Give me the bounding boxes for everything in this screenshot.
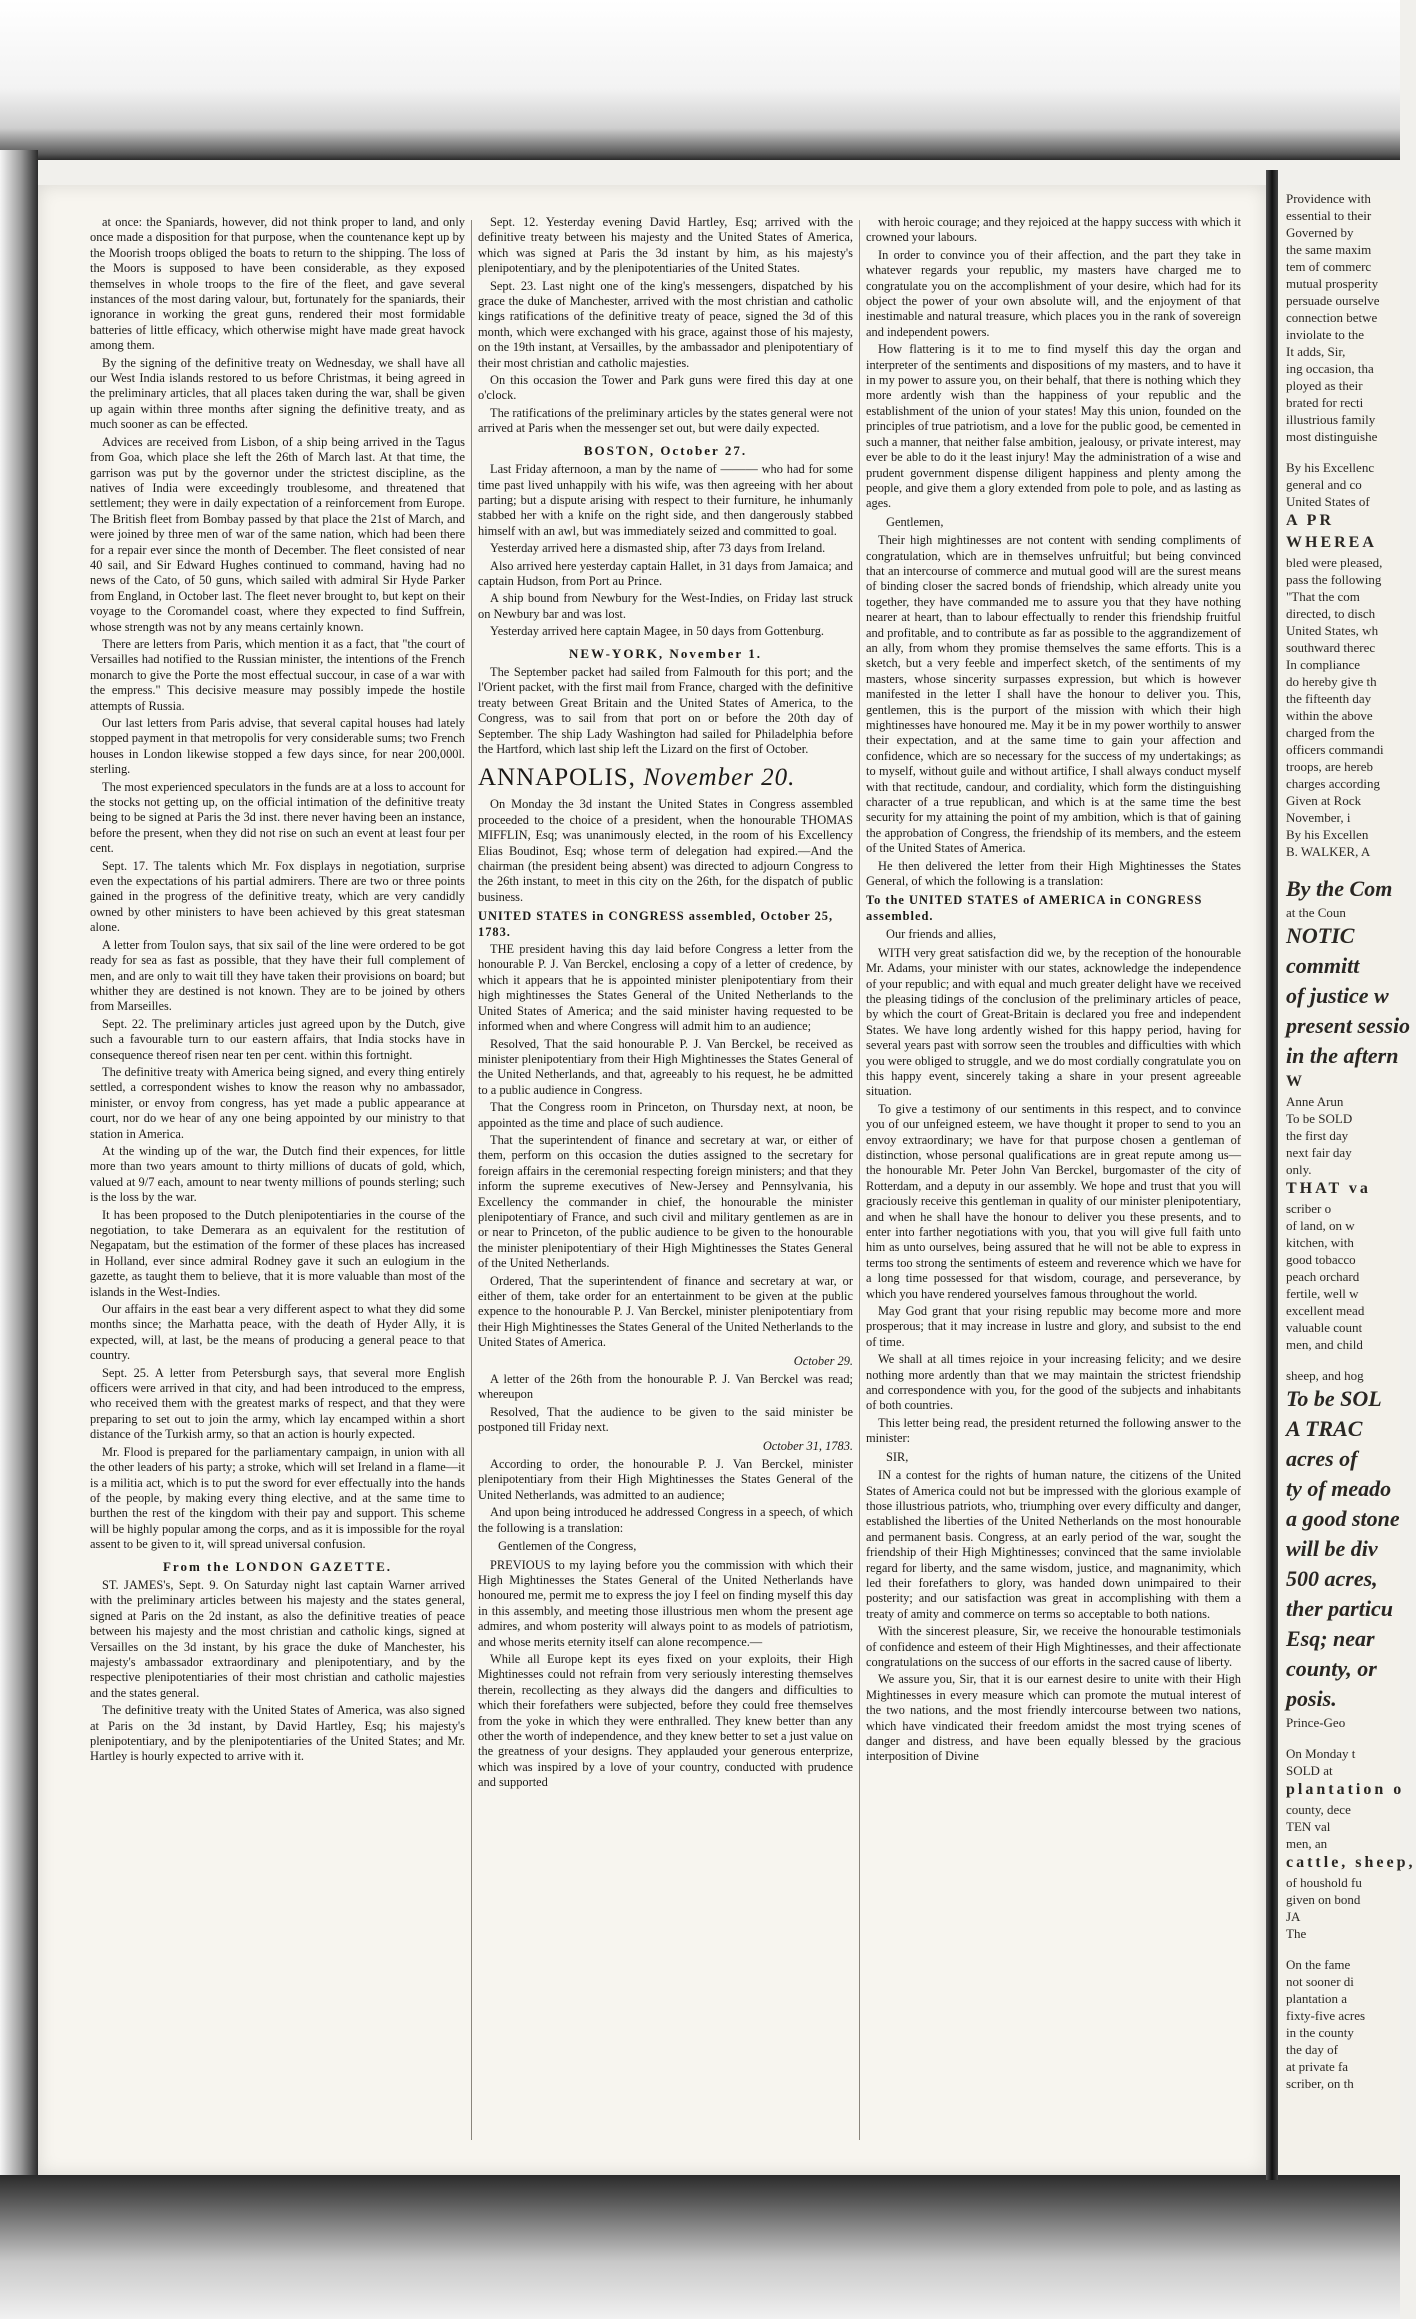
- adjacent-page-line: pass the following: [1286, 572, 1382, 587]
- adjacent-page-line: most distinguishe: [1286, 429, 1378, 444]
- october-29-paragraphs: [478, 1372, 853, 1436]
- adjacent-page-line: southward therec: [1286, 640, 1376, 655]
- newspaper-page: [38, 185, 1266, 2175]
- adjacent-page-line: charges according: [1286, 776, 1380, 791]
- adjacent-page-line: A TRAC: [1286, 1416, 1363, 1441]
- to-united-states-heading: To the UNITED STATES of AMERICA in CONGRESS assembled.: [866, 893, 1203, 923]
- article-paragraph: With the sincerest pleasure, Sir, we receive the honourable testimonials of confidence and esteem of their High Mightinesses, and their affectionate congratulations on the success of our efforts in the sacred cause of liberty.: [866, 1624, 1241, 1669]
- adjacent-page-line: Given at Rock: [1286, 793, 1362, 808]
- column-3: [866, 215, 1241, 2155]
- adjacent-page-line: charged from the: [1286, 725, 1375, 740]
- adjacent-page-line: ployed as their: [1286, 378, 1363, 393]
- gentlemen-paragraphs: [866, 533, 1241, 889]
- adjacent-page-line: posis.: [1286, 1686, 1337, 1711]
- speech-salutation: Gentlemen of the Congress,: [498, 1539, 637, 1554]
- adjacent-page-line: plantation o: [1286, 1781, 1405, 1798]
- article-paragraph: The September packet had sailed from Falmouth for this port; and the l'Orient packet, with the first mail from France, charged with the definitive treaty between Great Britain and the United States of America, to the Congress, was to sail from that port on or before the 20th day of September. The ship Lady Washington had sailed for Philadelphia before the Hartford, which last ship left the Lizard on the first of October.: [478, 664, 853, 756]
- article-paragraph: Mr. Flood is prepared for the parliamentary campaign, in union with all the other leaders of his party; a stroke, which will set Ireland in a flame—it is a militia act, which is to put the sword for ever effectually into the hands of the people, by making every thing elective, and at the same time to burthen the rest of the kingdom with their pay and support. This scheme will be highly popular among the corps, and as it is impossible for the royal assent to be given to it, will spread universal confusion.: [90, 1444, 465, 1552]
- article-paragraph: According to order, the honourable P. J. Van Berckel, minister plenipotentiary from their High Mightinesses the States General of the United Netherlands, was admitted to an audience;: [478, 1457, 853, 1502]
- column-1-paragraphs: [90, 215, 465, 1553]
- adjacent-page-line: the first day: [1286, 1128, 1349, 1143]
- article-paragraph: Their high mightinesses are not content with sending compliments of congratulation, which are in themselves unfruitful; but being convinced that an intercourse of commerce and mutual good will are the surest means of binding closer the sacred bonds of friendship, which already unite you together, they have commanded me to assure you that they have nothing nearer at heart, than to labour effectually to render this friendship fruitful and profitable, and to contribute as far as possible to the aggrandizement of an ally, from whom they promise themselves the same efforts. This is a sketch, but a very feeble and imperfect sketch, of the sentiments of my masters, whose sincerity surpasses expression, but which is however manifested in the letter I shall have the honour to deliver you. This, gentlemen, this is the purport of the mission with which their high mightinesses have honoured me. May it be in my power worthily to answer their expectation, and at the same time to gain your affection and confidence, which are so necessary for the success of my undertakings; as to myself, without guile and without artifice, I shall always conduct myself with that rectitude, candour, and cordiality, which form the distinguishing character of a true republican, and which is at the same time the best security for my attaining the point of my ambition, which is that of gaining the approbation of Congress, the friendship of its members, and the esteem of the United States of America.: [866, 533, 1241, 856]
- article-paragraph: At the winding up of the war, the Dutch find their expences, for little more than two years amount to thirty millions of ducats of gold, which, valued at 9/7 each, amount to near twenty millions of pounds sterling; such is the loss by the war.: [90, 1143, 465, 1205]
- adjacent-page-line: It adds, Sir,: [1286, 344, 1346, 359]
- boston-heading: BOSTON, October 27.: [583, 442, 748, 458]
- adjacent-page-line: general and co: [1286, 477, 1362, 492]
- adjacent-page-line: In compliance: [1286, 657, 1360, 672]
- adjacent-page-line: committ: [1286, 953, 1360, 978]
- adjacent-page-line: Esq; near: [1286, 1626, 1375, 1651]
- article-paragraph: ST. JAMES's, Sept. 9. On Saturday night last captain Warner arrived with the preliminary articles between his majesty and the states general, signed at Paris on the 2d instant, as also the definitive treaties of peace between his majesty and the most christian and catholic kings, signed at Versailles on the 3d instant, by his grace the duke of Manchester, his majesty's ambassador extraordinary and plenipotentiary, and by the respective plenipotentiaries of their most christian and catholic majesties and the states general.: [90, 1577, 465, 1700]
- adjacent-page-line: present sessio: [1286, 1013, 1411, 1038]
- october-31-paragraphs: [478, 1457, 853, 1536]
- answer-paragraphs: [866, 1468, 1241, 1765]
- annapolis-paragraphs: [478, 797, 853, 905]
- article-paragraph: Sept. 22. The preliminary articles just agreed upon by the Dutch, give such a favourable turn to our eastern affairs, that India stocks have in consequence thereof risen near ten per cent. within this fortnight.: [90, 1016, 465, 1062]
- adjacent-page-line: inviolate to the: [1286, 327, 1364, 342]
- adjacent-page-line: 500 acres,: [1286, 1566, 1378, 1591]
- article-paragraph: A letter of the 26th from the honourable P. J. Van Berckel was read; whereupon: [478, 1372, 853, 1402]
- article-paragraph: Our affairs in the east bear a very different aspect to what they did some months since; the Marhatta peace, with the death of Hyder Ally, it is expected, will, at last, be the means of producing a general peace to that country.: [90, 1302, 465, 1363]
- adjacent-page-line: By the Com: [1286, 876, 1393, 901]
- adjacent-page-line: given on bond: [1286, 1892, 1361, 1907]
- annapolis-heading: [478, 763, 853, 793]
- article-paragraph: Sept. 25. A letter from Petersburgh says, that several more English officers were arrived in that city, and had been introduced to the empress, who received them with the greatest marks of respect, and that they were preparing to set out to join the army, which lay encamped within a short distance of the Turkish army, so that an action is hourly expected.: [90, 1365, 465, 1442]
- adjacent-page-line: good tobacco: [1286, 1252, 1356, 1267]
- article-paragraph: On this occasion the Tower and Park guns were fired this day at one o'clock.: [478, 373, 853, 403]
- article-paragraph: Sept. 23. Last night one of the king's messengers, dispatched by his grace the duke of Manchester, arrived with the most christian and catholic kings ratifications of the definitive treaty of peace, signed the 3d of this month, which were exchanged with his grace, against those of his majesty, on the 19th instant, at Versailles, by the ambassador and plenipotentiary of their most christian and catholic majesties.: [478, 278, 853, 370]
- october-31-date: October 31, 1783.: [762, 1438, 853, 1453]
- column-2: [478, 215, 853, 2155]
- adjacent-page-line: tem of commerc: [1286, 259, 1372, 274]
- article-paragraph: There are letters from Paris, which mention it as a fact, that "the court of Versailles had notified to the Russian minister, the intentions of the French monarch to give the Porte the most effectual succour, in case of a war with the empress." This decisive measure may possibly impede the hostile attempts of Russia.: [90, 636, 465, 713]
- adjacent-page-line: On Monday t: [1286, 1746, 1356, 1761]
- sir-salutation: SIR,: [886, 1449, 909, 1464]
- article-paragraph: And upon being introduced he addressed Congress in a speech, of which the following is a translation:: [478, 1505, 853, 1535]
- adjacent-page-line: The: [1286, 1926, 1307, 1941]
- column-1: [90, 215, 465, 2155]
- article-paragraph: We shall at all times rejoice in your increasing felicity; and we desire nothing more ardently than that we may maintain the strictest friendship and correspondence with you, for the good of the subjects and inhabitants of both countries.: [866, 1352, 1241, 1413]
- article-paragraph: By the signing of the definitive treaty on Wednesday, we shall have all our West India islands restored to us before Christmas, it being agreed in the preliminary articles, that all places taken during the war, shall be given up again within three months after signing the definitive treaty, and as much sooner as can be effected.: [90, 355, 465, 432]
- article-paragraph: Last Friday afternoon, a man by the name of ——— who had for some time past lived unhappily with his wife, was then agreeing with her about parting; but a dispute arising with respect to their furniture, he inhumanly stabbed her with a knife on the right side, and then dangerously stabbed himself with an awl, but was immediately seized and committed to goal.: [478, 462, 853, 538]
- article-paragraph: That the superintendent of finance and secretary at war, or either of them, perform on this occasion the duties assigned to the secretary for foreign affairs in the ceremonial respecting foreign ministers; and that they inform the supreme executives of New-Jersey and Pennsylvania, his Excellency the commander in chief, the honourable the minister plenipotentiary of France, and such civil and military gentlemen as are in or near to Princeton, of the public audience to be given to the honourable the minister plenipotentiary of their High Mightinesses the States General of the United Netherlands.: [478, 1132, 853, 1271]
- adjacent-page-line: NOTIC: [1286, 923, 1355, 948]
- article-paragraph: WITH very great satisfaction did we, by the reception of the honourable Mr. Adams, your minister with our states, acknowledge the independence of your republic; and with equal and much greater delight have we received the pleasing tidings of the conclusion of the preliminary articles of peace, by which the court of Great-Britain is declared you free and independent States. We have long ardently wished for this happy period, having for several years past with sorrow seen the troubles and difficulties with which you were obliged to struggle, and we do most cordially congratulate you on this happy event, sincerely taking a share in your present agreeable situation.: [866, 945, 1242, 1099]
- scanner-left-edge: [0, 150, 38, 2180]
- adjacent-page-line: To be SOL: [1286, 1386, 1382, 1411]
- article-paragraph: PREVIOUS to my laying before you the commission with which their High Mightinesses the States General of the United Netherlands have honoured me, permit me to express the joy I feel on finding myself this day in this assembly, and meeting those illustrious men whom the present age admires, and whom posterity will always point to as models of patriotism, and whose merits eternity itself can alone recompence.—: [478, 1557, 853, 1649]
- adjacent-page-line: illustrious family: [1286, 412, 1376, 427]
- speech-paragraphs: [478, 1558, 853, 1791]
- adjacent-page-line: the same maxim: [1286, 242, 1372, 257]
- article-paragraph: Resolved, That the said honourable P. J. Van Berckel, be received as minister plenipotentiary from their High Mightinesses the States General of the United Netherlands, and that, agreeably to his request, he be admitted to a public audience in Congress.: [478, 1036, 853, 1097]
- annapolis-heading-place: ANNAPOLIS,: [478, 764, 636, 792]
- article-paragraph: It has been proposed to the Dutch plenipotentiaries in the course of the negotiation, to take Demerara as an equivalent for the restitution of Negapatam, but the estimation of the former of these places has increased in Holland, ever since admiral Rodney gave it such an eulogium in the gazette, as taught them to believe, that it is more valuable than most of the islands in the West-Indies.: [90, 1207, 465, 1299]
- adjacent-page-line: W: [1286, 1073, 1305, 1090]
- article-paragraph: A letter from Toulon says, that six sail of the line were ordered to be got ready for sea as fast as possible, that they have their full complement of men, and are only to wait till they have taken their provisions on board; but whither they are destined is not known. They are to be joined by others from Marseilles.: [90, 937, 465, 1014]
- adjacent-page-line: in the county: [1286, 2025, 1354, 2040]
- adjacent-page-line: November, i: [1286, 810, 1351, 825]
- adjacent-page-line: connection betwe: [1286, 310, 1378, 325]
- adjacent-page-line: valuable count: [1286, 1320, 1363, 1335]
- adjacent-page-line: scriber o: [1286, 1201, 1332, 1216]
- article-paragraph: The ratifications of the preliminary articles by the states general were not arrived at Paris when the messenger set out, but were daily expected.: [478, 405, 853, 436]
- adjacent-page-line: officers commandi: [1286, 742, 1384, 757]
- adjacent-page-line: only.: [1286, 1162, 1312, 1177]
- newyork-paragraphs: [478, 665, 853, 757]
- adjacent-page-line: fixty-five acres: [1286, 2008, 1366, 2023]
- annapolis-heading-date: November 20.: [643, 764, 796, 792]
- adjacent-page-line: Providence with: [1286, 191, 1371, 206]
- adjacent-page-line: SOLD at: [1286, 1763, 1333, 1778]
- adjacent-page-line: TEN val: [1286, 1819, 1331, 1834]
- article-paragraph: In order to convince you of their affection, and the part they take in whatever regards your republic, my masters have charged me to congratulate you on the accomplishment of your desire, which had for its object the power of your own absolute will, and the enjoyment of that inestimable and natural treasure, which places you in the rank of sovereign and independent powers.: [866, 247, 1241, 339]
- adjacent-page-line: ty of meado: [1286, 1476, 1392, 1501]
- article-paragraph: at once: the Spaniards, however, did not think proper to land, and only once made a disposition for that purpose, when the countenance kept up by the Moorish troops obliged the boats to return to the shipping. The loss of the Moors is supposed to have been considerable, as they exposed themselves in whole troops to the fire of the fleet, and gave several instances of the most daring valour, but, fortunately for the spaniards, their ignorance in working the great guns, rendered their most formidable batteries of little efficacy, which otherwise might have made great havock among them.: [90, 215, 465, 353]
- article-paragraph: Sept. 12. Yesterday evening David Hartley, Esq; arrived with the definitive treaty between his majesty and the United States of America, which was signed at Paris the 3d instant by him, as his majesty's plenipotentiary, and by the plenipotentiaries of the United States.: [478, 215, 853, 276]
- adjacent-page-lines: [1278, 190, 1416, 2092]
- column-3-paragraphs: [866, 215, 1241, 512]
- article-paragraph: The definitive treaty with America being signed, and every thing entirely settled, a correspondent wishes to know the reason why no ambassador, minister, or envoy from congress, has yet made a public appearance at court, nor do we hear of any one being appointed by our ministry to that station in America.: [90, 1064, 465, 1141]
- adjacent-page-line: bled were pleased,: [1286, 555, 1383, 570]
- article-paragraph: Yesterday arrived here a dismasted ship, after 73 days from Ireland.: [490, 541, 826, 556]
- adjacent-page-line: cattle, sheep,: [1286, 1854, 1416, 1871]
- page-gutter-shadow: [1266, 170, 1278, 2180]
- adjacent-page-line: By his Excellenc: [1286, 460, 1375, 475]
- adjacent-page-line: of justice w: [1286, 983, 1389, 1008]
- article-paragraph: How flattering is it to me to find myself this day the organ and interpreter of the sentiments and dispositions of my masters, and to have it in my power to assure you, on their behalf, that there is nothing which they more ardently wish than the happiness of your republic and the establishment of the union of your states! May this union, founded on the principles of true patriotism, and a love for the public good, be cemented in such a manner, that neither false ambition, jealousy, or private interest, may ever be able to do it the least injury! May the administration of a wise and prudent government dispense diligent happiness and plenty among the people, and give them a glory extended from pole to pole, and as lasting as ages.: [866, 342, 1241, 511]
- column-2-paragraphs: [478, 215, 853, 437]
- adjacent-page-line: of land, on w: [1286, 1218, 1355, 1233]
- adjacent-page-line: United States of: [1286, 494, 1370, 509]
- adjacent-page-line: Prince-Geo: [1286, 1715, 1346, 1730]
- newyork-heading: NEW-YORK, November 1.: [569, 645, 762, 661]
- adjacent-page-line: scriber, on th: [1286, 2076, 1354, 2091]
- adjacent-page-line: B. WALKER, A: [1286, 844, 1371, 859]
- adjacent-page-line: excellent mead: [1286, 1303, 1365, 1318]
- adjacent-page-line: ther particu: [1286, 1596, 1393, 1621]
- article-paragraph: Sept. 17. The talents which Mr. Fox displays in negotiation, surprise even the expectations of his partial admirers. There are two or three points gained in the progress of the definitive treaty, which are very candidly owned by other ministers to have been achieved by this great statesman alone.: [90, 858, 465, 935]
- adjacent-page-line: To be SOLD: [1286, 1111, 1353, 1126]
- adjacent-page-line: do hereby give th: [1286, 674, 1377, 689]
- adjacent-page-line: troops, are hereb: [1286, 759, 1373, 774]
- adjacent-page-line: A PR: [1286, 512, 1334, 529]
- adjacent-page-line: within the above: [1286, 708, 1373, 723]
- article-paragraph: Advices are received from Lisbon, of a ship being arrived in the Tagus from Goa, which place she left the 26th of March last. At that time, the garrison was put by the governor under the strictest discipline, as the natives of India were exceedingly troublesome, and threatened that settlement; they were in daily expectation of a reinforcement from Europe. The British fleet from Bombay passed by that place the 21st of March, and were joined by three men of war of the same nation, which had been there for a repair ever since the month of December. The fleet consisted of near 40 sail, and Sir Edward Hughes continued to command, having had no news of the Cato, of 50 guns, which sailed with admiral Sir Hyde Parker from England, in October last. The fleet never brought to, but kept on their voyage to the Coromandel coast, where they expected to find Suffrein, whose strength was not by any means certainly known.: [90, 434, 465, 634]
- adjacent-page-line: United States, wh: [1286, 623, 1379, 638]
- adjacent-page-line: Anne Arun: [1286, 1094, 1344, 1109]
- adjacent-page-line: directed, to disch: [1286, 606, 1376, 621]
- article-paragraph: The most experienced speculators in the funds are at a loss to account for the stocks not getting up, on the official intimation of the definitive treaty being to be signed at Paris the 3d inst. there never having been an instance, before the present, when they did not rise on such an event at least four per cent.: [90, 779, 465, 856]
- gentlemen-salutation: Gentlemen,: [886, 514, 944, 529]
- article-paragraph: The definitive treaty with the United States of America, was also signed at Paris on the 3d instant, by David Hartley, Esq; his majesty's plenipotentiary, and by the plenipotentiaries of the United States; and Mr. Hartley is hourly expected to arrive with it.: [90, 1703, 465, 1764]
- article-paragraph: That the Congress room in Princeton, on Thursday next, at noon, be appointed as the time and place of such audience.: [478, 1100, 853, 1130]
- boston-paragraphs: [478, 462, 853, 639]
- article-paragraph: May God grant that your rising republic may become more and more prosperous; that it may increase in lustre and glory, and subsist to the end of time.: [866, 1304, 1241, 1349]
- gazette-paragraphs: [90, 1578, 465, 1765]
- column-rule: [471, 220, 472, 2140]
- adjacent-page-line: peach orchard: [1286, 1269, 1360, 1284]
- adjacent-page-line: fertile, well w: [1286, 1286, 1359, 1301]
- adjacent-page-line: the day of: [1286, 2042, 1338, 2057]
- adjacent-page-line: of houshold fu: [1286, 1875, 1362, 1890]
- article-paragraph: This letter being read, the president returned the following answer to the minister:: [866, 1415, 1241, 1446]
- column-rule: [859, 220, 860, 2140]
- scanner-bottom-edge: [0, 2175, 1400, 2319]
- adjacent-page-line: the fifteenth day: [1286, 691, 1372, 706]
- adjacent-page-line: next fair day: [1286, 1145, 1352, 1160]
- adjacent-page-line: On the fame: [1286, 1957, 1351, 1972]
- adjacent-page-line: acres of: [1286, 1446, 1358, 1471]
- adjacent-page-line: ing occasion, tha: [1286, 361, 1374, 376]
- adjacent-page-line: Governed by: [1286, 225, 1354, 240]
- adjacent-page-line: THAT va: [1286, 1180, 1371, 1197]
- article-paragraph: We assure you, Sir, that it is our earnest desire to unite with their High Mightinesses in every measure which can promote the mutual interest of the two nations, and the most friendly intercourse between two nations, which have vindicated their freedom amidst the most trying scenes of danger and distress, and have been equally blessed by the gracious interposition of Divine: [866, 1672, 1241, 1764]
- adjacent-page-line: brated for recti: [1286, 395, 1364, 410]
- adjacent-page-line: at the Coun: [1286, 905, 1346, 920]
- article-paragraph: with heroic courage; and they rejoiced at the happy success with which it crowned your labours.: [866, 215, 1241, 245]
- adjacent-page-line: men, an: [1286, 1836, 1328, 1851]
- adjacent-page-line: WHEREA: [1286, 534, 1377, 551]
- article-paragraph: While all Europe kept its eyes fixed on your exploits, their High Mightinesses could not refrain from very seriously interesting themselves therein, recollecting as they always did the dangers and difficulties to which their forefathers were subjected, before they could free themselves from the yoke in which they were enthralled. They knew better than any other the worth of independence, and they knew better to set a just value on the greatness of your designs. They applauded your generous enterprize, which was inspired by a love of your country, conducted with prudence and supported: [478, 1651, 853, 1790]
- article-paragraph: Also arrived here yesterday captain Hallet, in 31 days from Jamaica; and captain Hudson, from Port au Prince.: [478, 558, 853, 588]
- article-paragraph: Our last letters from Paris advise, that several capital houses had lately stopped payment in that metropolis for very considerable sums; two French houses in London likewise stopped a few days since, for near 200,000l. sterling.: [90, 716, 465, 777]
- article-paragraph: THE president having this day laid before Congress a letter from the honourable P. J. Van Berckel, enclosing a copy of a letter of credence, by which it appears that he is appointed minister plenipotentiary from their high mightinesses the States General of the United Netherlands to the United States of America; and the said minister having requested to be informed when and where Congress will admit him to an audience;: [478, 942, 853, 1034]
- adjacent-page-line: will be div: [1286, 1536, 1378, 1561]
- adjacent-page-line: county, or: [1286, 1656, 1377, 1681]
- adjacent-page-line: in the aftern: [1286, 1043, 1399, 1068]
- article-paragraph: Resolved, That the audience to be given to the said minister be postponed till Friday next.: [478, 1404, 853, 1435]
- scanner-top-edge: [0, 0, 1400, 160]
- article-paragraph: He then delivered the letter from their High Mightinesses the States General, of which the following is a translation:: [866, 858, 1241, 889]
- october-29-date: October 29.: [793, 1353, 853, 1368]
- adjacent-page-line: JA: [1286, 1909, 1301, 1924]
- adjacent-page-line: sheep, and hog: [1286, 1368, 1364, 1383]
- article-paragraph: IN a contest for the rights of human nature, the citizens of the United States of America could not but be impressed with the glorious example of those illustrious patriots, who, triumphing over every difficulty and danger, established the liberties of the United Netherlands on the most honourable and permanent basis. Congress, at an early period of the war, sought the friendship of their High Mightinesses; convinced that the same inviolable regard for liberty, and the same wisdom, justice, and magnanimity, which led their forefathers to glory, was handed down unimpaired to their posterity; and our satisfaction was great in accomplishing with them a treaty of amity and commerce on terms so acceptable to both nations.: [866, 1468, 1241, 1621]
- article-paragraph: To give a testimony of our sentiments in this respect, and to convince you of our unfeigned esteem, we have thought it proper to send to you an envoy extraordinary; we have for that purpose chosen a gentleman of distinction, whose personal qualifications are in great repute among us—the honourable Mr. Peter John Van Berckel, burgomaster of the city of Rotterdam, and a deputy in our assembly. We hope and trust that you will graciously receive this gentleman in quality of our minister plenipotentiary, and when he shall have the honour to deliver you these presents, and to enter into farther negotiations with you, that you will give full faith unto him as unto ourselves, being assured that he will not be able to express in terms too strong the sentiments of esteem and reverence which we have for a long time possessed for that wisdom, courage, and perseverance, by which you have rendered yourselves famous throughout the world.: [866, 1101, 1241, 1301]
- adjacent-page-line: mutual prosperity: [1286, 276, 1379, 291]
- adjacent-page-line: essential to their: [1286, 208, 1372, 223]
- friends-salutation: Our friends and allies,: [886, 927, 997, 942]
- adjacent-page-line: at private fa: [1286, 2059, 1349, 2074]
- adjacent-page-line: a good stone: [1286, 1506, 1400, 1531]
- article-paragraph: Ordered, That the superintendent of finance and secretary at war, or either of them, take order for an entertainment to be given at the public expence to the honourable P. J. Van Berckel, minister plenipotentiary from their High Mightinesses the States General of the United Netherlands to the United States of America.: [478, 1273, 853, 1350]
- congress-heading: UNITED STATES in CONGRESS assembled, October 25, 1783.: [478, 909, 834, 939]
- adjacent-page-line: "That the com: [1286, 589, 1360, 604]
- letter-paragraphs: [866, 946, 1241, 1447]
- adjacent-page-line: persuade ourselve: [1286, 293, 1380, 308]
- adjacent-page-fragment: [1278, 190, 1416, 2175]
- gazette-heading: From the LONDON GAZETTE.: [162, 1558, 393, 1574]
- adjacent-page-line: By his Excellen: [1286, 827, 1369, 842]
- adjacent-page-line: kitchen, with: [1286, 1235, 1354, 1250]
- adjacent-page-line: plantation a: [1286, 1991, 1348, 2006]
- adjacent-page-line: not sooner di: [1286, 1974, 1354, 1989]
- adjacent-page-line: county, dece: [1286, 1802, 1351, 1817]
- congress-paragraphs: [478, 942, 853, 1351]
- adjacent-page-line: men, and child: [1286, 1337, 1363, 1352]
- article-paragraph: A ship bound from Newbury for the West-Indies, on Friday last struck on Newbury bar and was lost.: [478, 591, 853, 621]
- article-paragraph: Yesterday arrived here captain Magee, in 50 days from Gottenburg.: [490, 624, 824, 639]
- article-paragraph: On Monday the 3d instant the United States in Congress assembled proceeded to the choice of a president, when the honourable THOMAS MIFFLIN, Esq; was unanimously elected, in the room of his Excellency Elias Boudinot, Esq; whose term of delegation had expired.—And the chairman (the president being absent) was directed to adjourn Congress to the 26th instant, to meet in this city on the 26th, for the dispatch of public business.: [478, 797, 853, 904]
